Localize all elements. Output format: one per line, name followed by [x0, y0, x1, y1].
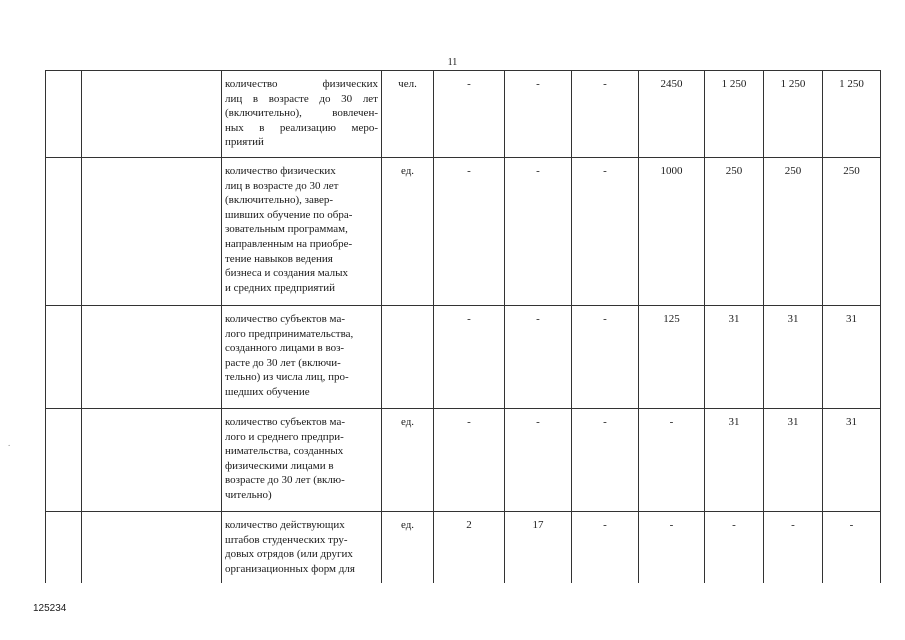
description-line: шивших обучение по обра-	[225, 208, 353, 221]
indicator-description	[222, 409, 382, 512]
description-line: направленным на приобре-	[225, 237, 353, 250]
description-line: количество субъектов ма-	[225, 313, 345, 325]
value-cell: 250	[705, 158, 764, 306]
blank-col-2	[82, 512, 222, 583]
value-cell: -	[505, 158, 572, 306]
value-cell: 31	[764, 306, 823, 409]
indicator-description	[222, 306, 382, 409]
value-cell: 31	[705, 409, 764, 512]
indicator-table	[45, 70, 881, 583]
value-cell: -	[434, 71, 505, 158]
value-cell: 250	[823, 158, 881, 306]
value-cell: -	[823, 512, 881, 583]
value-cell: -	[505, 306, 572, 409]
description-line: возрасте до 30 лет (вклю-	[225, 474, 345, 487]
description-line: лиц в возрасте до 30 лет	[225, 179, 339, 192]
value-cell: 31	[823, 409, 881, 512]
description-line: организационных форм для	[225, 562, 355, 575]
description-line: тельно) из числа лиц, про-	[225, 371, 349, 384]
description-line: количество субъектов ма-	[225, 416, 345, 428]
value-cell: -	[705, 512, 764, 583]
description-line: ных в реализацию меро-	[225, 121, 378, 134]
description-line: (включительно), вовлечен-	[225, 107, 378, 120]
value-cell: -	[434, 409, 505, 512]
value-cell: 250	[764, 158, 823, 306]
blank-col-2	[82, 71, 222, 158]
value-cell: 17	[505, 512, 572, 583]
description-line: созданного лицами в воз-	[225, 342, 345, 355]
value-cell: 1000	[639, 158, 705, 306]
document-code: 125234	[33, 603, 67, 614]
blank-col-2	[82, 306, 222, 409]
blank-col-2	[82, 158, 222, 306]
table-row	[46, 158, 881, 306]
unit-cell: ед.	[382, 512, 434, 583]
description-line: количество физических	[225, 78, 378, 90]
blank-col-2	[82, 409, 222, 512]
value-cell: -	[764, 512, 823, 583]
blank-col-1	[46, 409, 82, 512]
table-row	[46, 512, 881, 583]
value-cell: 1 250	[764, 71, 823, 158]
value-cell: -	[505, 409, 572, 512]
page-number: 11	[447, 57, 458, 68]
scan-mark: .	[8, 438, 11, 448]
unit-cell: ед.	[382, 409, 434, 512]
description-line: (включительно), завер-	[225, 194, 334, 207]
description-line: шедших обучение	[225, 385, 310, 398]
value-cell: -	[572, 512, 639, 583]
value-cell: -	[434, 306, 505, 409]
unit-cell: ед.	[382, 158, 434, 306]
value-cell: -	[572, 71, 639, 158]
value-cell: 31	[764, 409, 823, 512]
blank-col-1	[46, 512, 82, 583]
description-line: и средних предприятий	[225, 281, 336, 294]
indicator-description	[222, 158, 382, 306]
value-cell: -	[639, 409, 705, 512]
value-cell: -	[434, 158, 505, 306]
value-cell: 31	[705, 306, 764, 409]
value-cell: 1 250	[705, 71, 764, 158]
value-cell: 2	[434, 512, 505, 583]
indicator-description	[222, 512, 382, 583]
description-line: зовательным программам,	[225, 223, 348, 236]
blank-col-1	[46, 158, 82, 306]
unit-cell	[382, 306, 434, 409]
unit-cell: чел.	[382, 71, 434, 158]
value-cell: -	[572, 306, 639, 409]
indicator-description	[222, 71, 382, 158]
value-cell: 1 250	[823, 71, 881, 158]
description-line: лого и среднего предпри-	[225, 430, 344, 443]
table-row	[46, 71, 881, 158]
value-cell: -	[505, 71, 572, 158]
value-cell: -	[572, 158, 639, 306]
blank-col-1	[46, 71, 82, 158]
value-cell: -	[639, 512, 705, 583]
value-cell: -	[572, 409, 639, 512]
blank-col-1	[46, 306, 82, 409]
description-line: чительно)	[225, 488, 272, 501]
value-cell: 125	[639, 306, 705, 409]
description-line: количество действующих	[225, 519, 345, 531]
description-line: бизнеса и создания малых	[225, 267, 348, 280]
description-line: нимательства, созданных	[225, 445, 344, 458]
description-line: довых отрядов (или других	[225, 548, 353, 561]
description-line: физическими лицами в	[225, 459, 334, 472]
description-line: приятий	[225, 136, 264, 149]
description-line: лиц в возрасте до 30 лет	[225, 92, 378, 105]
description-line: штабов студенческих тру-	[225, 533, 348, 546]
value-cell: 31	[823, 306, 881, 409]
description-line: лого предпринимательства,	[225, 327, 354, 340]
description-line: количество физических	[225, 165, 336, 177]
table-row	[46, 306, 881, 409]
table-row	[46, 409, 881, 512]
description-line: расте до 30 лет (включи-	[225, 356, 341, 369]
value-cell: 2450	[639, 71, 705, 158]
description-line: тение навыков ведения	[225, 252, 333, 265]
